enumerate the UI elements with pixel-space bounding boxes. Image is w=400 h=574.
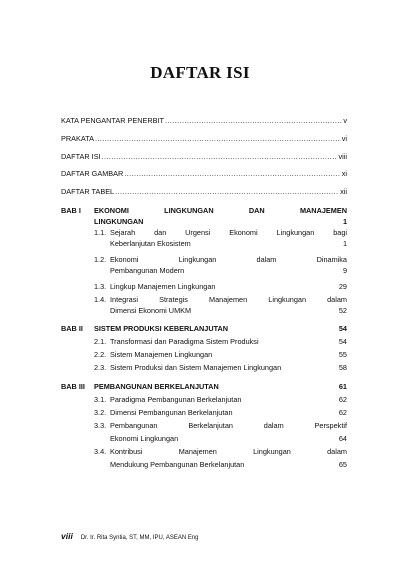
subentry-number: 1.4. xyxy=(94,295,107,304)
subentry-text: Dimensi Pembangunan Berkelanjutan xyxy=(110,408,233,417)
toc-entry-daftar-gambar[interactable] xyxy=(61,169,347,179)
entry-label: DAFTAR ISI xyxy=(61,152,101,161)
subentry-text: Lingkup Manajemen Lingkungan xyxy=(110,282,216,291)
subentry-text: Kontribusi Manajemen Lingkungan dalam xyxy=(110,447,347,456)
entry-label: DAFTAR TABEL xyxy=(61,187,115,196)
subentry-number: 1.1. xyxy=(94,228,107,237)
entry-label: KATA PENGANTAR PENERBIT xyxy=(61,116,164,125)
entry-page: 65 xyxy=(338,460,347,469)
subentry-number: 2.1. xyxy=(94,337,107,346)
leader-dots xyxy=(124,169,340,179)
leader-dots xyxy=(102,152,338,162)
subentry-number: 2.2. xyxy=(94,350,107,359)
subentry-text: Integrasi Strategis Manajemen Lingkungan dalam xyxy=(110,295,347,304)
entry-page: viii xyxy=(338,152,347,161)
entry-page: vi xyxy=(341,134,347,143)
title-word: MANAJEMEN xyxy=(299,206,347,215)
entry-label: DAFTAR GAMBAR xyxy=(61,169,124,178)
chapter-number: BAB I xyxy=(61,206,81,215)
subentry-text: Sejarah dan Urgensi Ekonomi Lingkungan bagi xyxy=(110,228,347,237)
entry-page: xii xyxy=(340,187,347,196)
entry-page: 55 xyxy=(338,350,347,359)
entry-page: 61 xyxy=(338,382,347,391)
chapter-number: BAB III xyxy=(61,382,85,391)
entry-page: 9 xyxy=(342,266,347,275)
leader-dots xyxy=(165,116,342,126)
subentry-text: Keberlanjutan Ekosistem xyxy=(110,239,191,248)
entry-page: v xyxy=(343,116,347,125)
footer-page-number: viii xyxy=(61,531,73,541)
toc-entry-prakata[interactable] xyxy=(61,134,347,144)
toc-entry-daftar-tabel[interactable] xyxy=(61,187,347,197)
entry-page: 62 xyxy=(338,395,347,404)
title-text: LINGKUNGAN xyxy=(94,217,144,226)
subentry-text: Paradigma Pembangunan Berkelanjutan xyxy=(110,395,242,404)
subentry-text: Sistem Produksi dan Sistem Manajemen Lingkungan xyxy=(110,363,282,372)
title-word: EKONOMI xyxy=(94,206,129,215)
subentry-text: Pembangunan Berkelanjutan dalam Perspektif xyxy=(110,421,347,430)
toc-entry-kata-pengantar[interactable] xyxy=(61,116,347,126)
subentry-number: 3.1. xyxy=(94,395,107,404)
entry-page: 29 xyxy=(338,282,347,291)
subentry-number: 3.4. xyxy=(94,447,107,456)
title-word: DAN xyxy=(248,206,265,215)
entry-page: 54 xyxy=(338,324,347,333)
subentry-number: 3.3. xyxy=(94,421,107,430)
entry-page: 62 xyxy=(338,408,347,417)
subentry-number: 3.2. xyxy=(94,408,107,417)
entry-page: 54 xyxy=(338,337,347,346)
entry-page: 64 xyxy=(338,434,347,443)
title-word: LINGKUNGAN xyxy=(164,206,214,215)
subentry-text: Ekonomi Lingkungan xyxy=(110,434,179,443)
chapter-title-line xyxy=(94,217,347,227)
entry-page: 1 xyxy=(342,239,347,248)
table-of-contents xyxy=(61,0,347,574)
subentry-text: Sistem Manajemen Lingkungan xyxy=(110,350,213,359)
entry-label: PRAKATA xyxy=(61,134,94,143)
subentry-number: 1.3. xyxy=(94,282,107,291)
entry-page: 1 xyxy=(342,217,347,226)
chapter-number: BAB II xyxy=(61,324,83,333)
title-text: PEMBANGUNAN BERKELANJUTAN xyxy=(94,382,219,391)
subentry-number: 1.2. xyxy=(94,255,107,264)
leader-dots xyxy=(115,187,339,197)
page-title: DAFTAR ISI xyxy=(150,63,250,82)
subentry-text: Pembangunan Modern xyxy=(110,266,185,275)
subentry-text: Dimensi Ekonomi UMKM xyxy=(110,306,192,315)
page-footer xyxy=(61,531,199,541)
subentry-text: Transformasi dan Paradigma Sistem Produksi xyxy=(110,337,259,346)
toc-entry-daftar-isi[interactable] xyxy=(61,152,347,162)
subentry-number: 2.3. xyxy=(94,363,107,372)
chapter-title-line xyxy=(94,206,347,216)
leader-dots xyxy=(95,134,341,144)
subentry-text: Ekonomi Lingkungan dalam Dinamika xyxy=(110,255,347,264)
subentry-text: Mendukung Pembangunan Berkelanjutan xyxy=(110,460,245,469)
entry-page: xi xyxy=(341,169,347,178)
title-text: SISTEM PRODUKSI KEBERLANJUTAN xyxy=(94,324,229,333)
entry-page: 52 xyxy=(338,306,347,315)
entry-page: 58 xyxy=(338,363,347,372)
footer-author: Dr. Ir. Rita Syntia, ST, MM, IPU, ASEAN Eng xyxy=(80,535,199,541)
